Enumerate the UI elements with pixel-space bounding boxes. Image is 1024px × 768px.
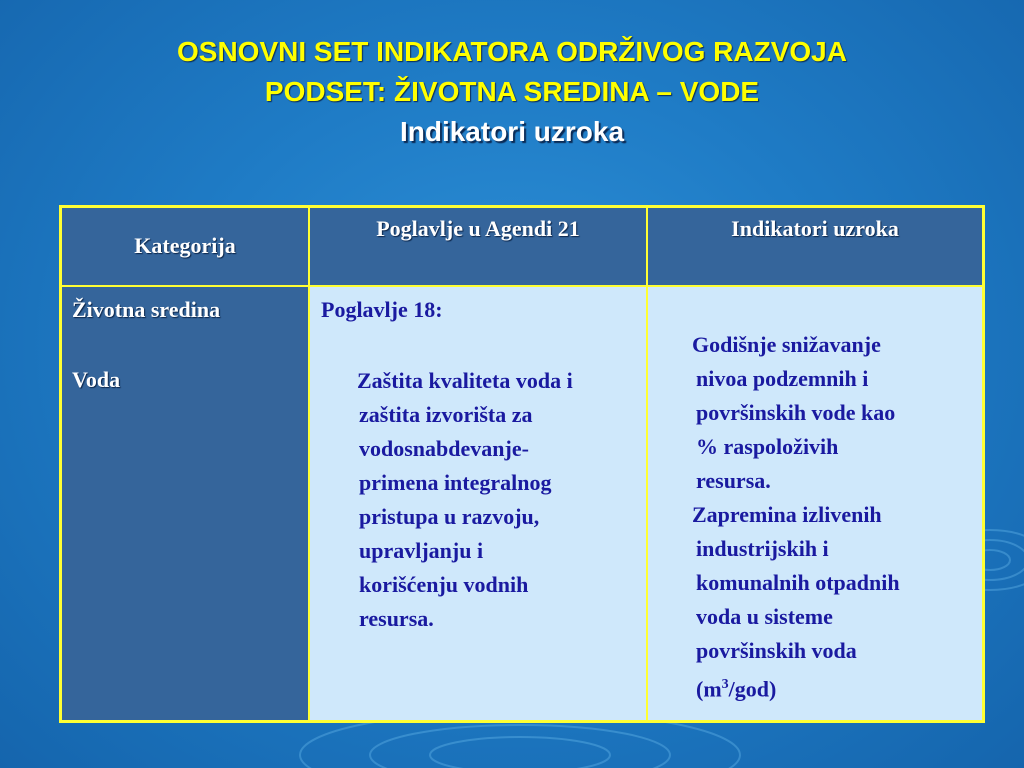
header-indikatori: Indikatori uzroka (648, 208, 982, 285)
indicator-table (59, 205, 985, 723)
indicator-wastewater: Zapremina izlivenih industrijskih i komunalnih otpadnih voda u sisteme površinskih voda $(m^3/god)$ (696, 498, 976, 706)
indicators-cell (648, 287, 982, 720)
category-name: Životna sredina (72, 297, 221, 322)
title-line-1: OSNOVNI SET INDIKATORA ODRŽIVOG RAZVOJA (177, 36, 847, 67)
indicator-unit: $(m^3/god)$ (696, 676, 777, 702)
chapter-description: Zaštita kvaliteta voda i zaštita izvorišta za vodosnabdevanje- primena integralnog pristupa u razvoju, upravljanju i korišćenju vodnih resursa. (357, 368, 573, 631)
chapter-cell (310, 287, 646, 720)
title-line-2: PODSET: ŽIVOTNA SREDINA – VODE (264, 76, 760, 107)
header-poglavlje: Poglavlje u Agendi 21 (310, 208, 646, 285)
chapter-title: Poglavlje 18: (321, 297, 443, 322)
header-kategorija: Kategorija (62, 208, 308, 285)
category-cell (62, 287, 308, 720)
indicator-groundwater: Godišnje snižavanje nivoa podzemnih i površinskih vode kao % raspoloživih resursa. (692, 332, 896, 493)
slide-title (0, 32, 1024, 152)
subcategory-name: Voda (72, 367, 121, 392)
title-line-3: Indikatori uzroka (399, 116, 625, 147)
